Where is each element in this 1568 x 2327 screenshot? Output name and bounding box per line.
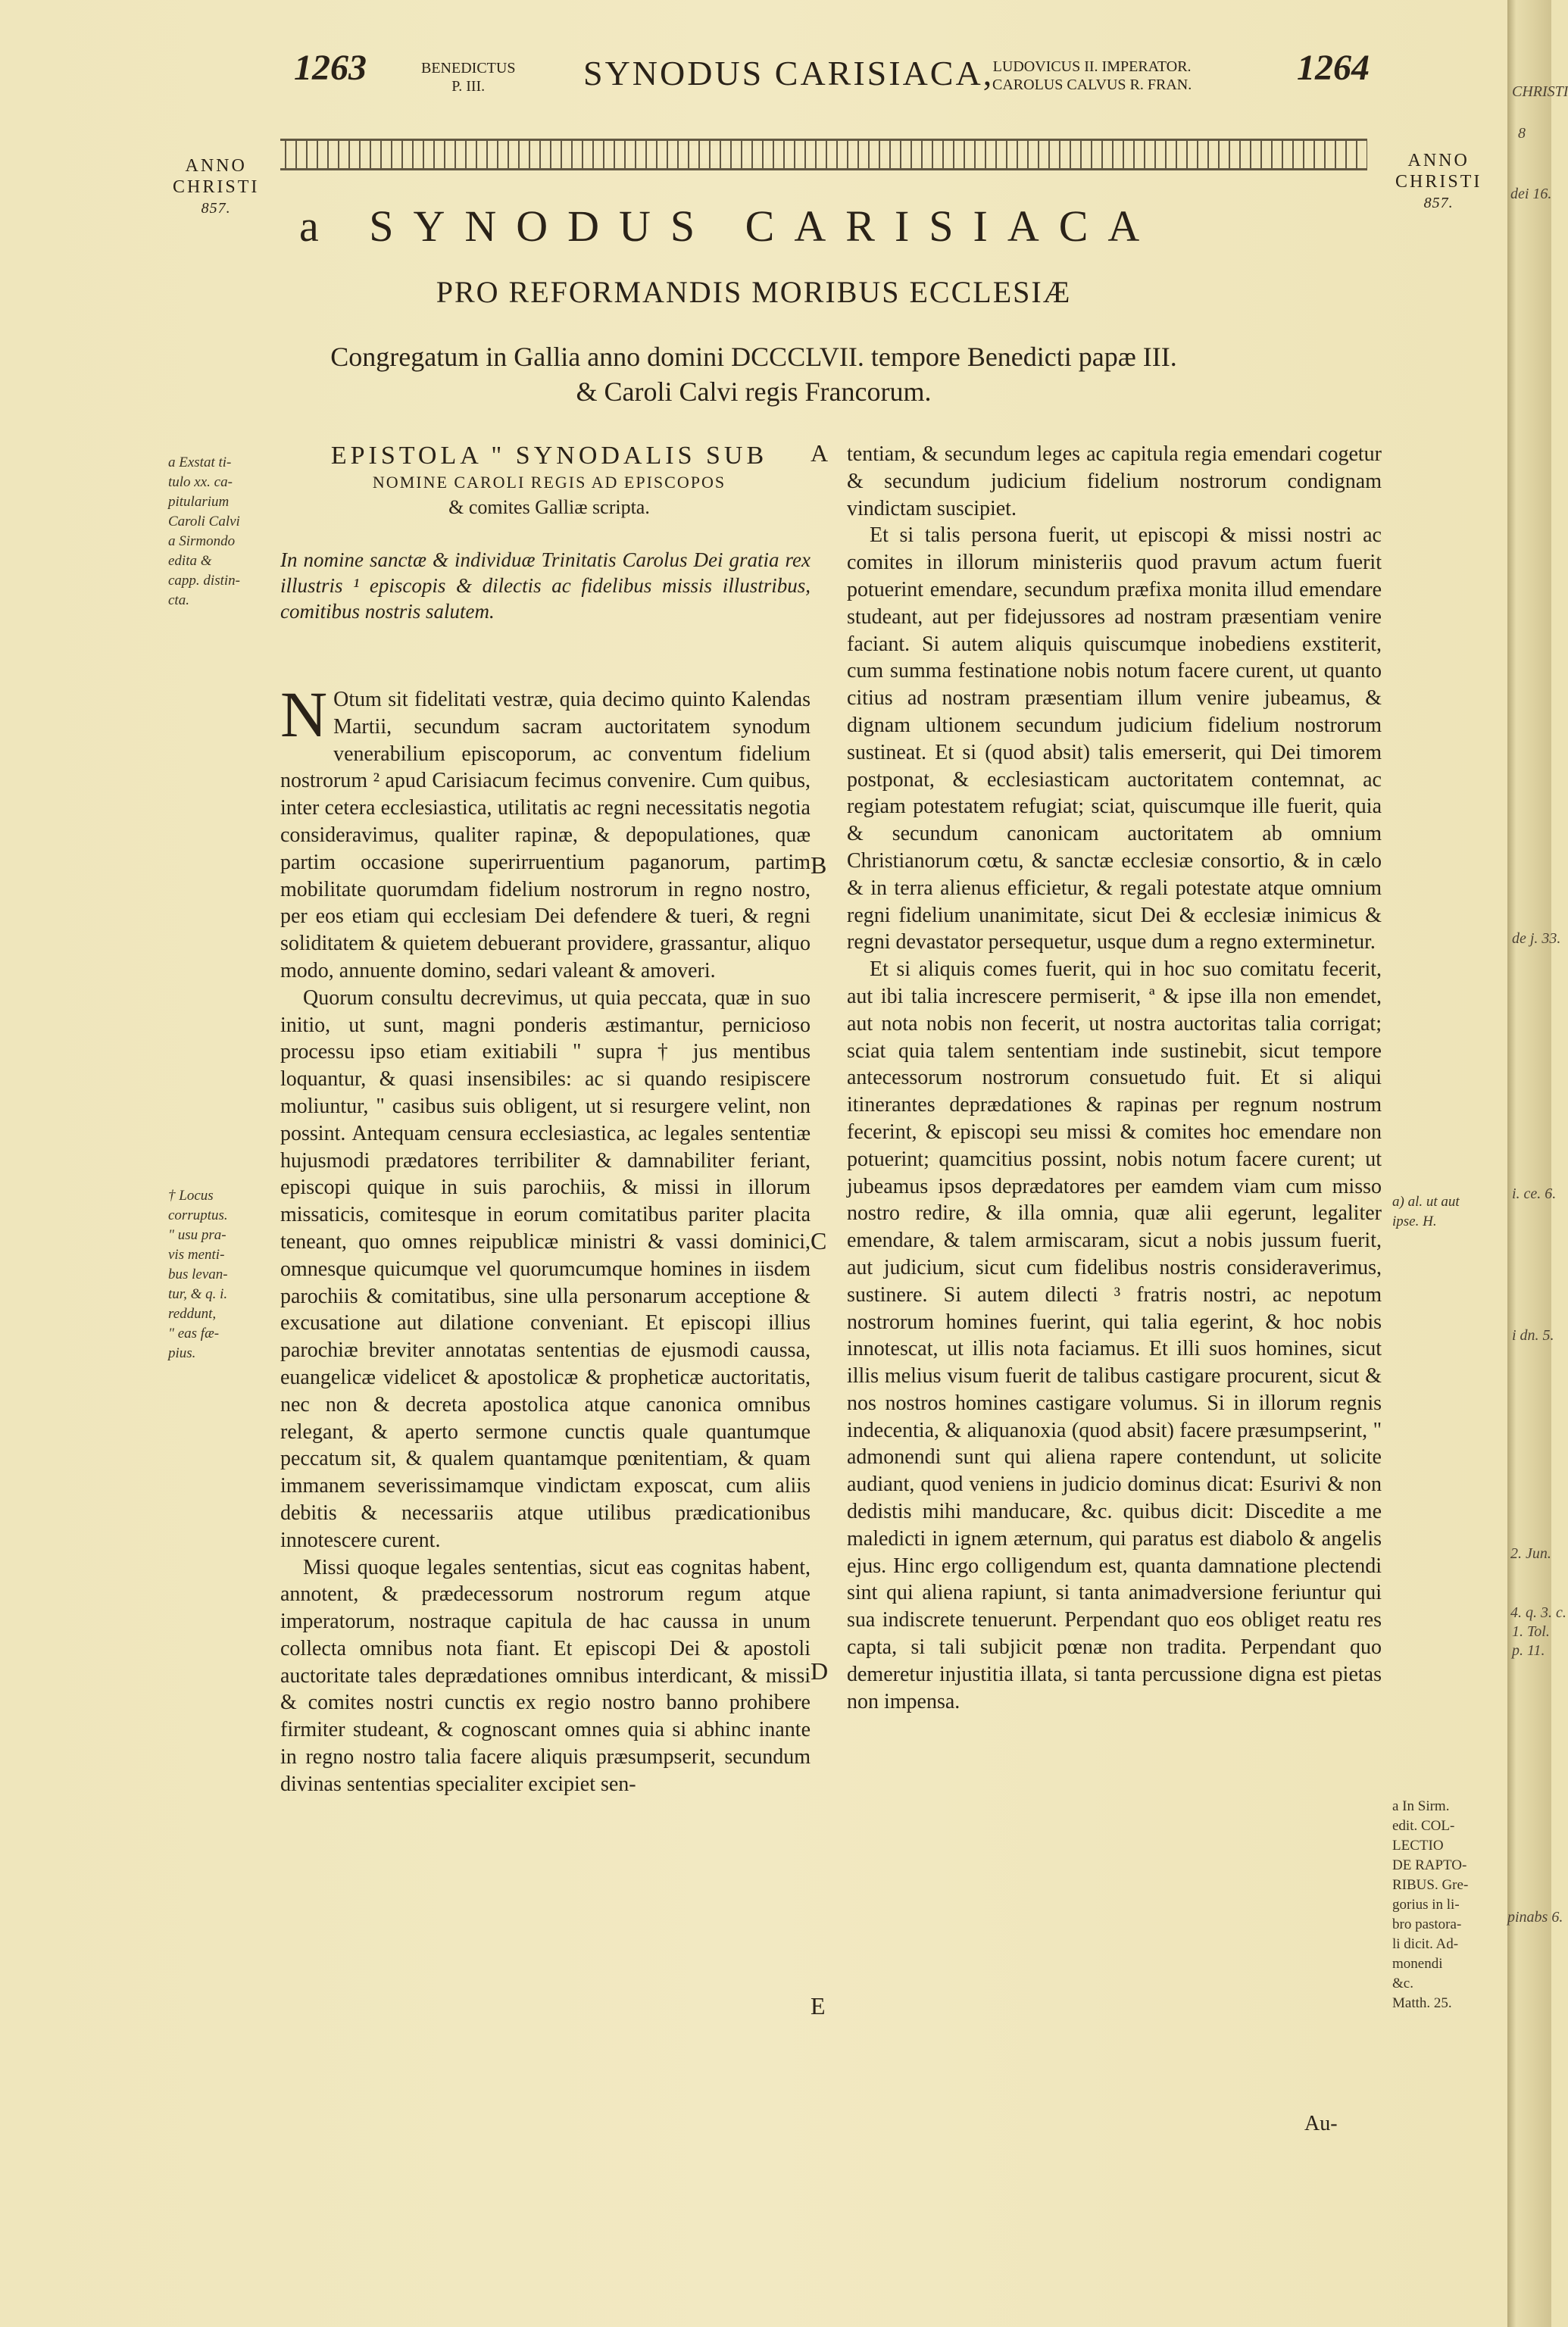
epistola-heading: EPISTOLA " SYNODALIS SUB NOMINE CAROLI REGIS AD EPISCOPOS & comites Galliæ scripta. [330,442,768,518]
next-page-edge [1507,0,1568,2327]
paragraph: N Otum sit fidelitati vestræ, quia decimo quinto Kalendas Martii, secundum sacram auctoritatem synodum venerabilium episcoporum, ac conventum fidelium nostrorum ² apud Carisiacum fecimus convenire. Cum quibus, inter cetera ecclesiastica, utilitatis ac regni necessitatis negotia consideravimus, qualiter rapinæ, & depopulationes, quæ partim occasione superirruentium paganorum, partim mobilitate quorumdam fidelium nostrorum in regno nostro, per eos etiam qui ecclesiam Dei defendere & tueri, & regni soliditatem & quietem debuerant providere, grassantur, aliquo modo, annuente domino, sedari valeant & amoveri. [280,678,811,982]
paragraph: Quorum consultu decrevimus, ut quia peccata, quæ in suo initio, ut sunt, magni ponderis æstimantur, pernicioso processu ipso etiam exitiabili " supra † jus mentibus loquantur, & quasi insensibiles: ac si quando resipiscere moliuntur, " casibus suis obligent, ut si resurgere velint, non possint. Antequam censura ecclesiastica, ac legales sententiæ hujusmodi prædatores terribiliter & damnabiliter feriant, episcopi quique in suis parochiis, & missi in illorum missaticis, comitesque in eorum comitatibus pariter placita teneant, quo omnes reipublicæ ministri & vassi dominici, omnesque quicumque vel quorumcumque homines in iisdem parochiis & comitatibus, sine ulla personarum acceptione & excusatione aut dilatione conveniant. Et episcopi illius parochiæ breviter annotatas sententias de ejusmodi caussa, euangelicæ videlicet & apostolicæ & propheticæ auctoritatis, nec non & decreta apostolica atque canonica omnibus relegant, & aperto sermone cunctis quale quantumque peccatum sit, & qualem quantamque pœnitentiam, & quam immanem severissimamque vindictam exposcat, cum aliis debitis & necessariis atque utilibus prædicationibus innotescere curent. [280,985,811,1552]
margin-note-left-2: † Locus corruptus. " usu pra- vis menti- bus levan- tur, & q. i. reddunt, " eas fæ- pius. [168,1188,228,1361]
margin-note-right-2: a In Sirm. edit. COL- LECTIO DE RAPTO- RIBUS. Gre- gorius in li- bro pastora- li dicit. Ad- monendi &c. Matth. 25. [1392,1798,1469,2011]
edge-note: pinabs 6. [1507,1909,1563,1926]
edge-note: CHRISTI [1512,83,1568,100]
section-letter: A [811,439,829,467]
section-letter: D [811,1657,829,1685]
running-title: SYNODUS CARISIACA, [583,54,995,92]
edge-note: 2. Jun. [1510,1545,1551,1562]
edge-note: i. ce. 6. [1512,1185,1557,1202]
catchword: Au- [1304,2112,1338,2135]
drop-cap: N [280,678,328,751]
synod-date-line: Congregatum in Gallia anno domini DCCCLVII. tempore Benedicti papæ III. & Caroli Calvi regis Francorum. [330,342,1177,407]
edge-note: 8 [1518,125,1526,142]
edge-note: dei 16. [1510,186,1552,202]
paragraph: Et si aliquis comes fuerit, qui in hoc suo comitatu fecerit, aut ibi talia increscere permiserit, ª & ipse illa non emendet, aut nota nobis non fecerit, ut nostra auctoritas talia corrigat; sciat quia talem sententiam inde sustinebit, sicut tempore antecessorum nostrorum consuetudo fuit. Et si aliqui itinerantes deprædationes & rapinas per regnum nostrum fecerint, & episcopi seu missi & comites hoc emendare non potuerint; quamcitius possint, nobis notum facere curent; ut jubeamus ipsos deprædatores per eamdem viam cum misso nostro redire, & illa omnia, quæ alii egerunt, legaliter emendare, & talem armiscaram, sicut a nobis jussum fuerit, aut judicium, sicut cum fidelibus nostris consideraverimus, sustinere. Si autem dilecti ³ fratris nostri, ac nepotum nostrorum homines fuerint, qui talia egerint, & hoc nobis innotescat, ut illis nota faciamus. Et illi suos homines, sicut illis melius visum fuerit de talibus castigare procurent, sicut & nos nostros homines castigare volumus. Si in illorum regnis indecentia, & aliquanoxia (quod absit) facere præsumpserint, " admonendi sunt qui aliena rapere contendunt, ut solicite audiant, quod veniens in judicio dominus dicat: Esurivi & non dedistis mihi manducare, &c. quibus dicit: Discedite a me maledicti in ignem æternum, qui paratus est diabolo & angelis ejus. Hinc ergo colligendum est, quanta damnatione plectendi sint qui aliena rapiunt, si tanta animadversione feriuntur qui sua indiscrete tenuerunt. Perpendant quo eos obliget reatu res capta, si tali subjicit pœnæ non tradita. Perpendant quo demeretur injustitia illata, si tanta percussione digna est pietas non impensa. [847,957,1382,1713]
edge-note: de j. 33. [1512,930,1561,947]
paragraph: tentiam, & secundum leges ac capitula regia emendari cogetur & secundum judicium fidelium nostrorum condignam vindictam suscipiet. [847,442,1382,520]
left-column [280,678,811,1798]
header-pope: BENEDICTUS P. III. [421,60,516,95]
section-letter: C [811,1227,827,1254]
edge-note: 4. q. 3. c. [1510,1604,1566,1621]
edge-note: 1. Tol. [1512,1623,1550,1640]
right-column [847,441,1382,1715]
section-letter: B [811,851,827,879]
invocation: In nomine sanctæ & individuæ Trinitatis Carolus Dei gratia rex illustris ¹ episcopis & dilectis ac fidelibus missis illustribus, comitibus nostris salutem. [280,548,811,623]
synod-title: a SYNODUS CARISIACA [299,201,1160,251]
paragraph: Et si talis persona fuerit, ut episcopi & missi nostri ac comites in illorum ministeriis quod pravum actum fuerit potuerint emendare, secundum præfixa monita illud emendare studeant, aut per fidejussores ad nostram præsentiam venire faciant. Si autem aliquis quiscumque inobediens exstiterit, cum summa festinatione nobis notum facere curent, ut quanto citius ad nostram præsentiam illum venire jubeamus, & dignam ultionem secundum judicium fidelium nostrorum sustineat. Et si (quod absit) talis emerserit, qui Dei timorem postponat, & ecclesiasticam auctoritatem contemnat, ac regiam potestatem refugiat; sciat, quiscumque ille fuerit, quia & secundum canonicam auctoritatem ab omnium Christianorum cœtu, & sanctæ ecclesiæ consortio, & in cælo & in terra alienus efficietur, & regali potestate atque omnium regni fidelium unanimitate, sicut Dei & ecclesiæ inimicus & regni devastator persequetur, usque dum a regno exterminetur. [847,523,1382,954]
page-number-right: 1264 [1297,48,1370,88]
margin-note-left-1: a Exstat ti- tulo xx. ca- pitularium Caroli Calvi a Sirmondo edita & capp. distin- cta. [168,454,240,608]
edge-note: i dn. 5. [1512,1327,1554,1344]
page-number-left: 1263 [294,48,367,88]
header-emperor: LUDOVICUS II. IMPERATOR. CAROLUS CALVUS R. FRAN. [992,58,1192,93]
margin-note-right-1: a) al. ut aut ipse. H. [1392,1194,1460,1229]
section-letter: E [811,1992,826,2019]
paragraph: Missi quoque legales sententias, sicut eas cognitas habent, annotent, & prædecessorum nostrorum regum atque imperatorum, nostraque capitula de hac caussa in unum collecta omnibus nota fiant. Et episcopi Dei & apostoli auctoritate tales deprædationes omnibus interdicant, & missi & comites nostri cunctis ex regio nostro banno prohibere firmiter studeant, & cognoscant omnes quia si abhinc inante in regno nostro talia facere aliquis præsumpserit, secundum divinas sententias specialiter excipiet sen- [280,1555,811,1796]
synod-subtitle: PRO REFORMANDIS MORIBUS ECCLESIÆ [436,275,1072,309]
ornament-band [280,139,1367,170]
edge-note: p. 11. [1512,1642,1545,1659]
anno-christi-right: ANNO CHRISTI 857. [1395,151,1482,211]
anno-christi-left: ANNO CHRISTI 857. [173,156,260,217]
